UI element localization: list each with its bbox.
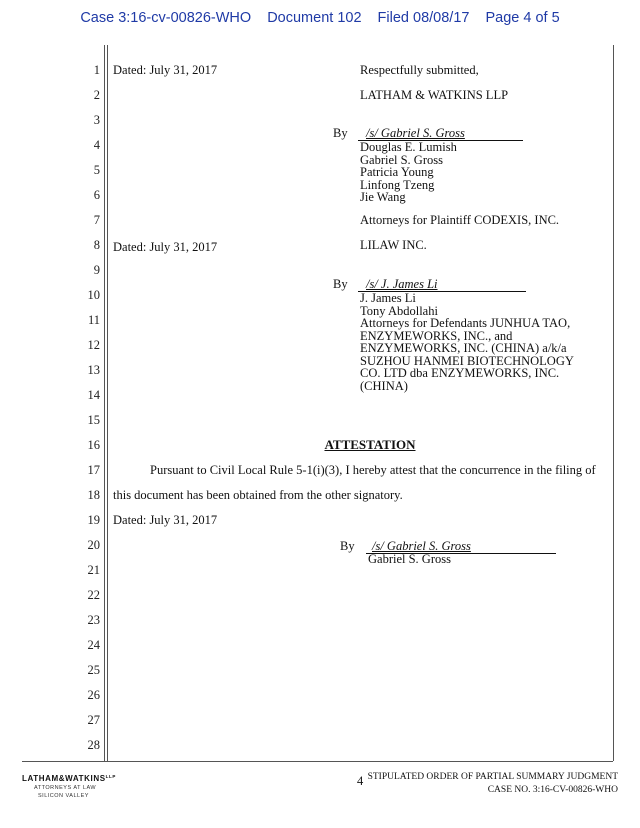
by-label: By [333, 126, 348, 140]
line-number: 2 [93, 88, 100, 102]
firm-name: LATHAM & WATKINS LLP [360, 88, 509, 102]
line-number: 19 [87, 513, 100, 527]
dated-line: Dated: July 31, 2017 [113, 513, 218, 527]
attorney-name: Patricia Young [360, 165, 434, 179]
line-number: 27 [87, 713, 100, 727]
line-number: 16 [87, 438, 100, 452]
dated-line: Dated: July 31, 2017 [113, 240, 218, 254]
page-number: 4 [357, 774, 364, 788]
signature-block-line: SUZHOU HANMEI BIOTECHNOLOGY [360, 353, 574, 368]
line-number: 9 [93, 263, 100, 277]
margin-rule-right [613, 45, 614, 761]
case-header [0, 10, 640, 26]
dated-line: Dated: July 31, 2017 [113, 63, 218, 77]
page-of: Page 4 of 5 [485, 10, 560, 26]
line-number: 3 [93, 113, 100, 127]
line-number: 23 [87, 613, 100, 627]
line-number: 13 [87, 363, 100, 377]
line-number: 26 [87, 688, 100, 702]
firm-name: LILAW INC. [360, 238, 427, 252]
signature-block-line: Attorneys for Defendants JUNHUA TAO, [360, 316, 571, 330]
line-number: 24 [87, 638, 100, 652]
line-number: 10 [87, 288, 100, 302]
document-title: STIPULATED ORDER OF PARTIAL SUMMARY JUDGMENT [367, 772, 618, 782]
case-number-footer: CASE NO. 3:16-CV-00826-WHO [487, 785, 618, 795]
signature: /s/ Gabriel S. Gross [366, 126, 465, 140]
section-title: ATTESTATION [324, 437, 416, 452]
attorney-name: Linfong Tzeng [360, 177, 435, 192]
line-number: 25 [87, 663, 100, 677]
footer-rule [22, 761, 613, 762]
by-label: By [333, 277, 348, 291]
line-number: 28 [87, 738, 100, 752]
respectfully-submitted: Respectfully submitted, [360, 63, 479, 77]
by-label: By [340, 539, 355, 553]
filed-date: Filed 08/08/17 [377, 10, 470, 26]
margin-rule-left-inner [107, 45, 108, 761]
line-number: 6 [93, 188, 100, 202]
line-number: 5 [93, 163, 100, 177]
attorneys-for: Attorneys for Plaintiff CODEXIS, INC. [360, 213, 560, 227]
attorney-name: Jie Wang [360, 190, 406, 204]
attestation-text: this document has been obtained from the other signatory. [113, 488, 403, 502]
firm-logo: $LATHAM\&WATKINS^{LLP}$ [22, 774, 116, 783]
signature-block-line: (CHINA) [360, 378, 408, 393]
firm-location: SILICON VALLEY [38, 793, 89, 799]
line-number: 14 [87, 388, 100, 402]
line-number: 7 [93, 213, 100, 227]
document-number: Document 102 [267, 10, 362, 26]
signature-block-line: ENZYMEWORKS, INC., and [360, 328, 513, 343]
signature-block-line: J. James Li [360, 291, 416, 305]
attestation-text: Pursuant to Civil Local Rule 5-1(i)(3), I hereby attest that the concurrence in the filing of [150, 463, 596, 477]
line-number: 17 [87, 463, 100, 477]
line-number: 18 [87, 488, 100, 502]
margin-rule-left-outer [104, 45, 105, 761]
line-number: 21 [87, 563, 100, 577]
attorney-name: Douglas E. Lumish [360, 140, 457, 154]
case-number: Case 3:16-cv-00826-WHO [80, 10, 252, 26]
signature-block-line: ENZYMEWORKS, INC. (CHINA) a/k/a [360, 341, 567, 355]
line-number: 8 [93, 238, 100, 252]
line-number: 15 [87, 413, 100, 427]
signature-block-line: Tony Abdollahi [360, 303, 438, 318]
signer-name: Gabriel S. Gross [368, 552, 451, 566]
line-number: 1 [93, 63, 100, 77]
signature-block-line: CO. LTD dba ENZYMEWORKS, INC. [360, 366, 560, 380]
line-number: 4 [93, 138, 100, 152]
line-number: 11 [87, 313, 100, 327]
attorney-name: Gabriel S. Gross [360, 152, 443, 167]
line-number: 20 [87, 538, 100, 552]
line-number: 22 [87, 588, 100, 602]
firm-subtitle: ATTORNEYS AT LAW [34, 785, 97, 791]
signature: /s/ Gabriel S. Gross [372, 539, 471, 553]
signature: /s/ J. James Li [366, 277, 438, 291]
line-number: 12 [87, 338, 100, 352]
